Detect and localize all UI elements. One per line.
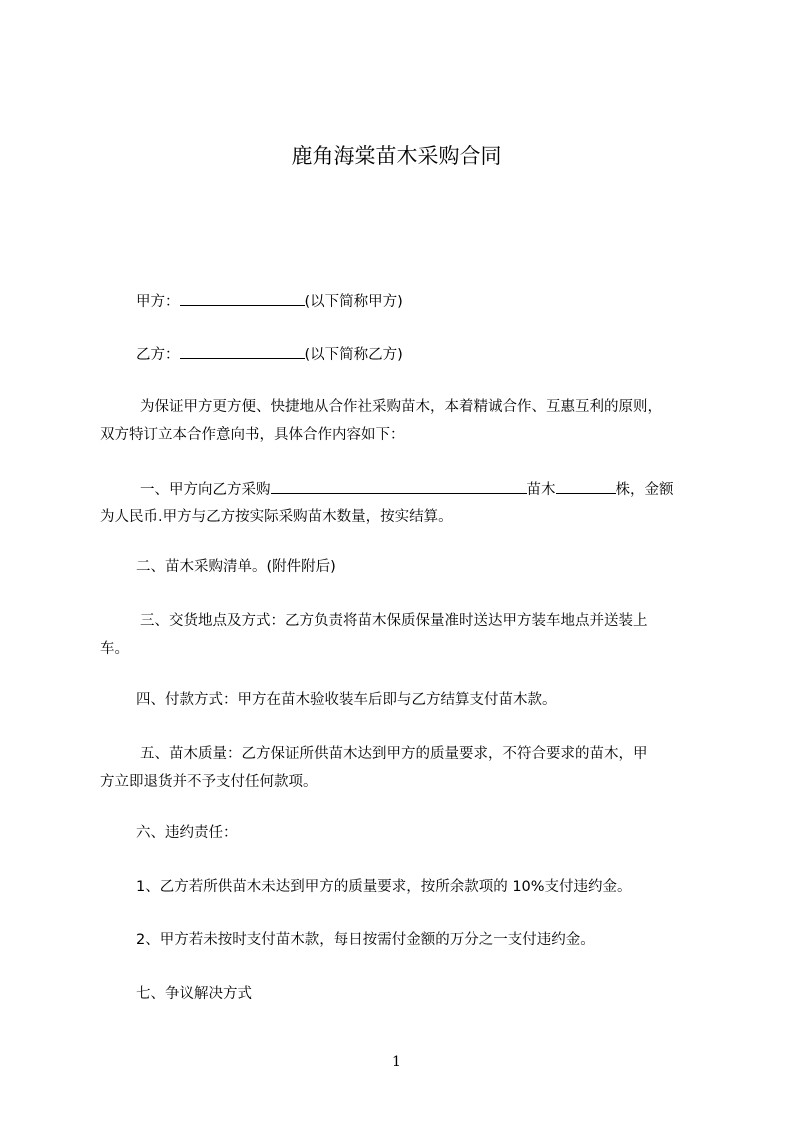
party-a-suffix: (以下简称甲方) (304, 294, 403, 310)
page-number: 1 (392, 1054, 401, 1070)
party-b-label: 乙方： (136, 347, 180, 363)
document-title: 鹿角海棠苗木采购合同 (291, 144, 502, 168)
clause-1-end: 株，金额 (615, 482, 674, 498)
party-a-label: 甲方： (136, 294, 180, 310)
intro-line-2: 双方特订立本合作意向书，具体合作内容如下： (100, 427, 405, 443)
clause-5-line-2: 方立即退货并不予支付任何款项。 (100, 774, 318, 790)
clause-4: 四、付款方式：甲方在苗木验收装车后即与乙方结算支付苗木款。 (136, 692, 557, 708)
party-b-line (136, 344, 403, 365)
clause-2: 二、苗木采购清单。(附件附后) (136, 559, 336, 575)
clause-1-prefix: 一、甲方向乙方采购 (140, 482, 271, 498)
clause-6: 六、违约责任： (136, 825, 238, 841)
clause-1-mid: 苗木 (526, 482, 556, 498)
clause-3-line-2: 车。 (100, 641, 129, 657)
clause-1-line-1 (140, 479, 674, 500)
intro-line-1: 为保证甲方更方便、快捷地从合作社采购苗木，本着精诚合作、互惠互利的原则， (140, 399, 662, 415)
clause-5-line-1: 五、苗木质量：乙方保证所供苗木达到甲方的质量要求，不符合要求的苗木，甲 (140, 746, 648, 762)
clause-1-line-2: 为人民币.甲方与乙方按实际采购苗木数量，按实结算。 (100, 509, 453, 525)
clause-1-qty-blank (556, 479, 616, 494)
party-b-suffix: (以下简称乙方) (304, 347, 403, 363)
clause-6-item-2: 2、甲方若未按时支付苗木款，每日按需付金额的万分之一支付违约金。 (136, 932, 595, 948)
clause-1-item-blank (271, 479, 527, 494)
clause-7: 七、争议解决方式 (136, 986, 252, 1002)
party-a-line (136, 291, 403, 312)
clause-6-item-1: 1、乙方若所供苗木未达到甲方的质量要求，按所余款项的 10%支付违约金。 (136, 879, 632, 895)
party-a-blank (180, 291, 305, 306)
party-b-blank (180, 344, 305, 359)
clause-3-line-1: 三、交货地点及方式：乙方负责将苗木保质保量准时送达甲方装车地点并送装上 (140, 613, 648, 629)
